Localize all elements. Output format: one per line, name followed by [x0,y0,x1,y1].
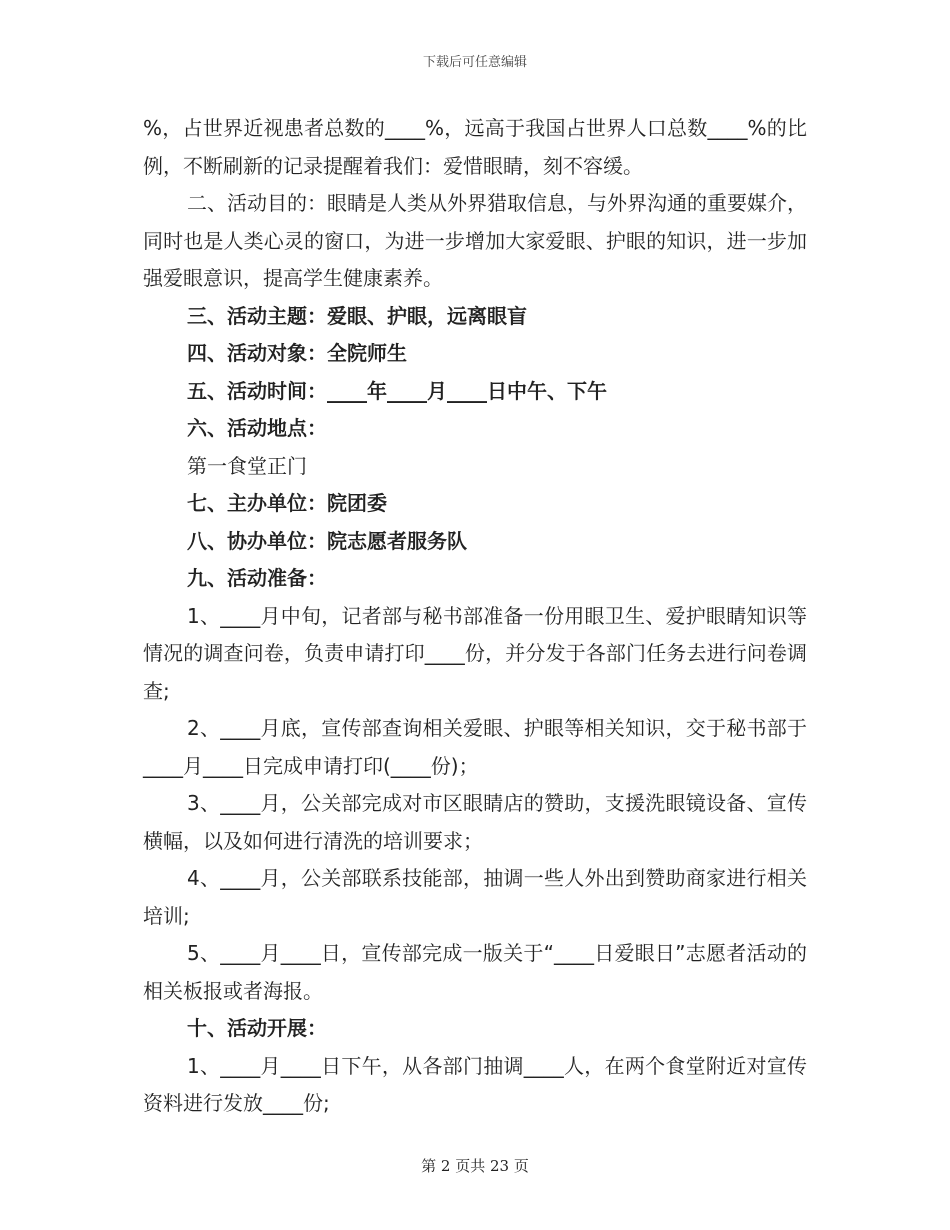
paragraph: 六、活动地点： [187,416,327,440]
paragraph: 二、活动目的：眼睛是人类从外界猎取信息，与外界沟通的重要媒介，同时也是人类心灵的窗口，为进一步增加大家爱眼、护眼的知识，进一步加强爱眼意识，提高学生健康素养。 [143,191,807,290]
paragraph: 四、活动对象：全院师生 [187,341,407,365]
paragraph: 十、活动开展： [187,1016,327,1040]
paragraph: 2、____月底，宣传部查询相关爱眼、护眼等相关知识，交于秘书部于____月____日完成申请打印(____份)； [143,716,807,778]
document-body [143,110,807,1123]
paragraph: 七、主办单位：院团委 [187,491,387,515]
paragraph: 1、____月中旬，记者部与秘书部准备一份用眼卫生、爱护眼睛知识等情况的调查问卷，负责申请打印____份，并分发于各部门任务去进行问卷调查; [143,603,807,703]
paragraph: 5、____月____日，宣传部完成一版关于“____日爱眼日”志愿者活动的相关板报或者海报。 [143,941,807,1003]
page-footer: 第 2 页共 23 页 [421,1157,529,1175]
paragraph: 三、活动主题：爱眼、护眼，远离眼盲 [187,303,527,328]
paragraph: 1、____月____日下午，从各部门抽调____人，在两个食堂附近对宣传资料进行发放____份; [143,1053,807,1115]
paragraph: 第一食堂正门 [187,453,307,478]
paragraph: 九、活动准备： [187,566,327,590]
paragraph: 3、____月，公关部完成对市区眼睛店的赞助，支援洗眼镜设备、宣传横幅，以及如何进行清洗的培训要求； [143,791,807,853]
paragraph: %，占世界近视患者总数的____%，远高于我国占世界人口总数____%的比例，不断刷新的记录提醒着我们：爱惜眼睛，刻不容缓。 [143,116,807,178]
paragraph: 八、协办单位：院志愿者服务队 [187,528,467,553]
paragraph: 五、活动时间：____年____月____日中午、下午 [187,378,607,403]
page-header: 下载后可任意编辑 [422,55,527,70]
paragraph: 4、____月，公关部联系技能部，抽调一些人外出到赞助商家进行相关培训; [143,866,807,928]
